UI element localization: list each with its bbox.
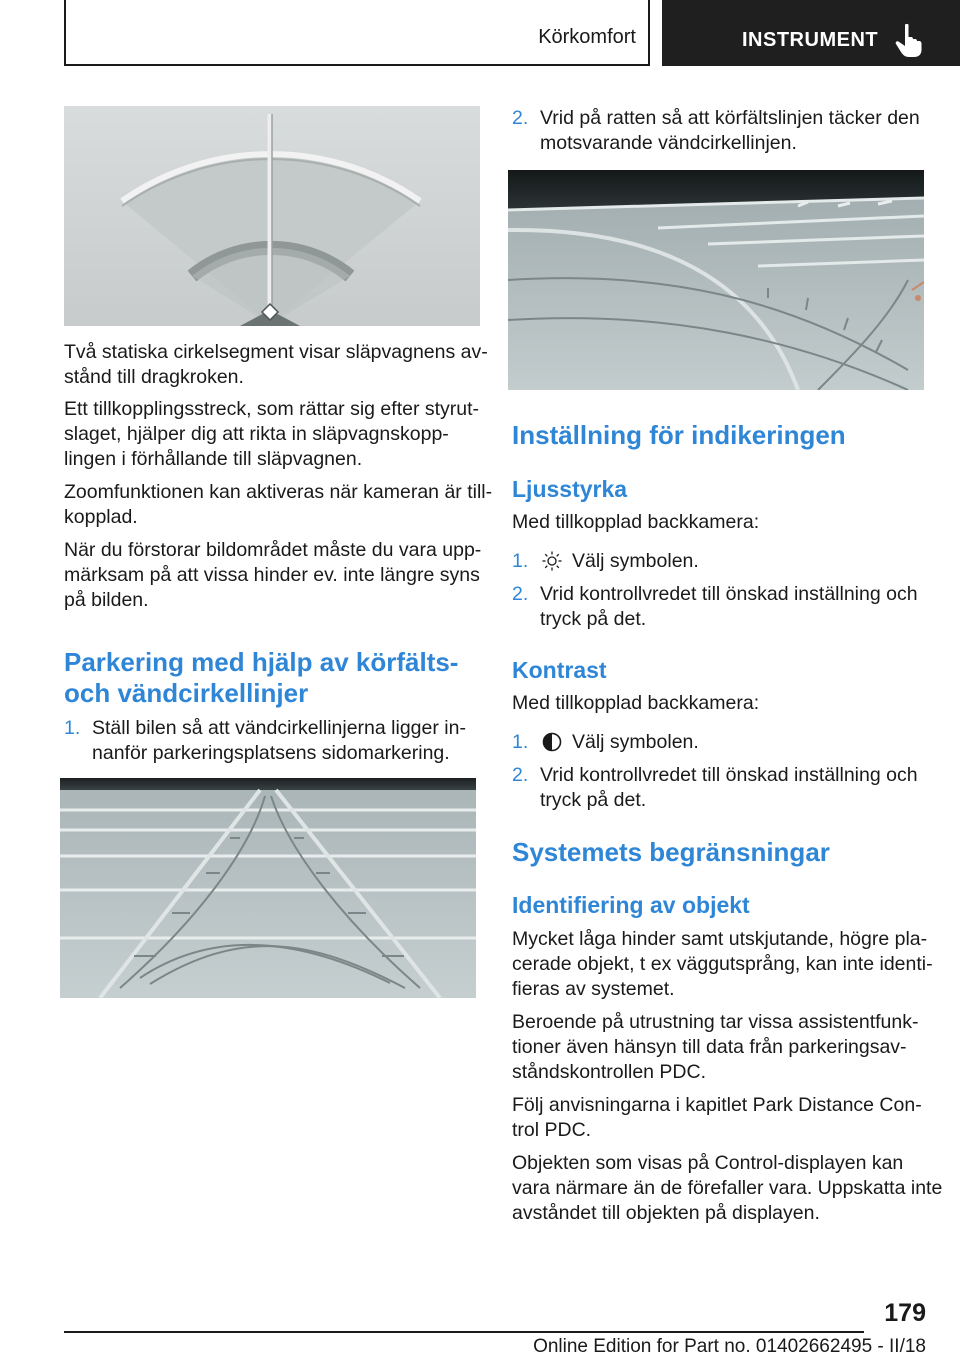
paragraph-line: avståndet till objekten på displayen. [512,1202,820,1224]
step-text-line: Vrid kontrollvredet till önskad inställning och [540,583,918,605]
section-heading-parking: Parkering med hjälp av körfälts- [64,647,459,677]
step-number: 2. [512,107,529,129]
trailer-hitch-camera-image [64,106,480,326]
paragraph-line: trol PDC. [512,1119,592,1141]
step-text-line: Vrid på ratten så att körfältslinjen täcker den [540,107,920,129]
step-text-line: tryck på det. [540,608,647,630]
section-heading-display-settings: Inställning för indikeringen [512,420,846,450]
header-section-title: Körkomfort [538,26,636,48]
paragraph-line: Med tillkopplad backkamera: [512,511,760,533]
header-chapter-label: INSTRUMENT [742,29,879,51]
paragraph-line: ståndskontrollen PDC. [512,1061,707,1083]
paragraph-line: på bilden. [64,589,149,611]
paragraph-line: tioner även hänsyn till data från parkeringsav- [512,1036,907,1058]
step-number: 1. [512,731,529,753]
section-heading-system-limits: Systemets begränsningar [512,837,830,867]
paragraph-line: fieras av systemet. [512,978,675,1000]
contrast-half-circle-icon [542,732,562,752]
caption-paragraph-line: stånd till dragkroken. [64,366,244,388]
step-text-line: nanför parkeringsplatsens sidomarkering. [92,742,450,764]
subheading-brightness: Ljusstyrka [512,476,628,502]
footer-edition: Online Edition for Part no. 01402662495 - II/18 [533,1336,926,1357]
paragraph-line: lingen i förhållande till släpvagnen. [64,448,363,470]
paragraph-line: kopplad. [64,506,138,528]
paragraph-line: När du förstorar bildområdet måste du vara upp- [64,539,482,561]
step-text-line: motsvarande vändcirkellinjen. [540,132,797,154]
paragraph-line: Följ anvisningarna i kapitlet Park Distance Con- [512,1094,922,1116]
hand-pointer-icon [892,22,926,58]
section-heading-parking: och vändcirkellinjer [64,678,309,708]
step-text-line: Välj symbolen. [572,731,699,753]
subheading-contrast: Kontrast [512,657,607,683]
step-number: 1. [64,717,81,739]
paragraph-line: vara närmare än de förefaller vara. Uppskatta inte [512,1177,943,1199]
lane-lines-camera-image [60,778,476,998]
step-number: 2. [512,764,529,786]
paragraph-line: Beroende på utrustning tar vissa assistentfunk- [512,1011,919,1033]
footer-rule [64,1331,864,1333]
paragraph-line: Med tillkopplad backkamera: [512,692,760,714]
paragraph-line: Objekten som visas på Control-displayen kan [512,1152,904,1174]
step-number: 1. [512,550,529,572]
subheading-object-detection: Identifiering av objekt [512,892,750,918]
paragraph-line: Zoomfunktionen kan aktiveras när kameran är till- [64,481,493,503]
caption-paragraph-line: Två statiska cirkelsegment visar släpvagnens av- [64,341,488,363]
paragraph-line: Ett tillkopplingsstreck, som rättar sig efter styrut- [64,398,480,420]
header-section-box [64,0,650,66]
paragraph-line: cerade objekt, t ex väggutsprång, kan inte identi- [512,953,933,975]
paragraph-line: Mycket låga hinder samt utskjutande, högre pla- [512,928,928,950]
step-text-line: Välj symbolen. [572,550,699,572]
step-text-line: Vrid kontrollvredet till önskad inställning och [540,764,918,786]
brightness-sun-icon [542,551,562,571]
step-number: 2. [512,583,529,605]
paragraph-line: slaget, hjälper dig att rikta in släpvagnskopp- [64,423,449,445]
step-text-line: tryck på det. [540,789,647,811]
paragraph-line: märksam på att vissa hinder ev. inte längre syns [64,564,480,586]
steering-lane-camera-image [508,170,924,390]
page-number: 179 [884,1299,926,1327]
step-text-line: Ställ bilen så att vändcirkellinjerna ligger in- [92,717,466,739]
